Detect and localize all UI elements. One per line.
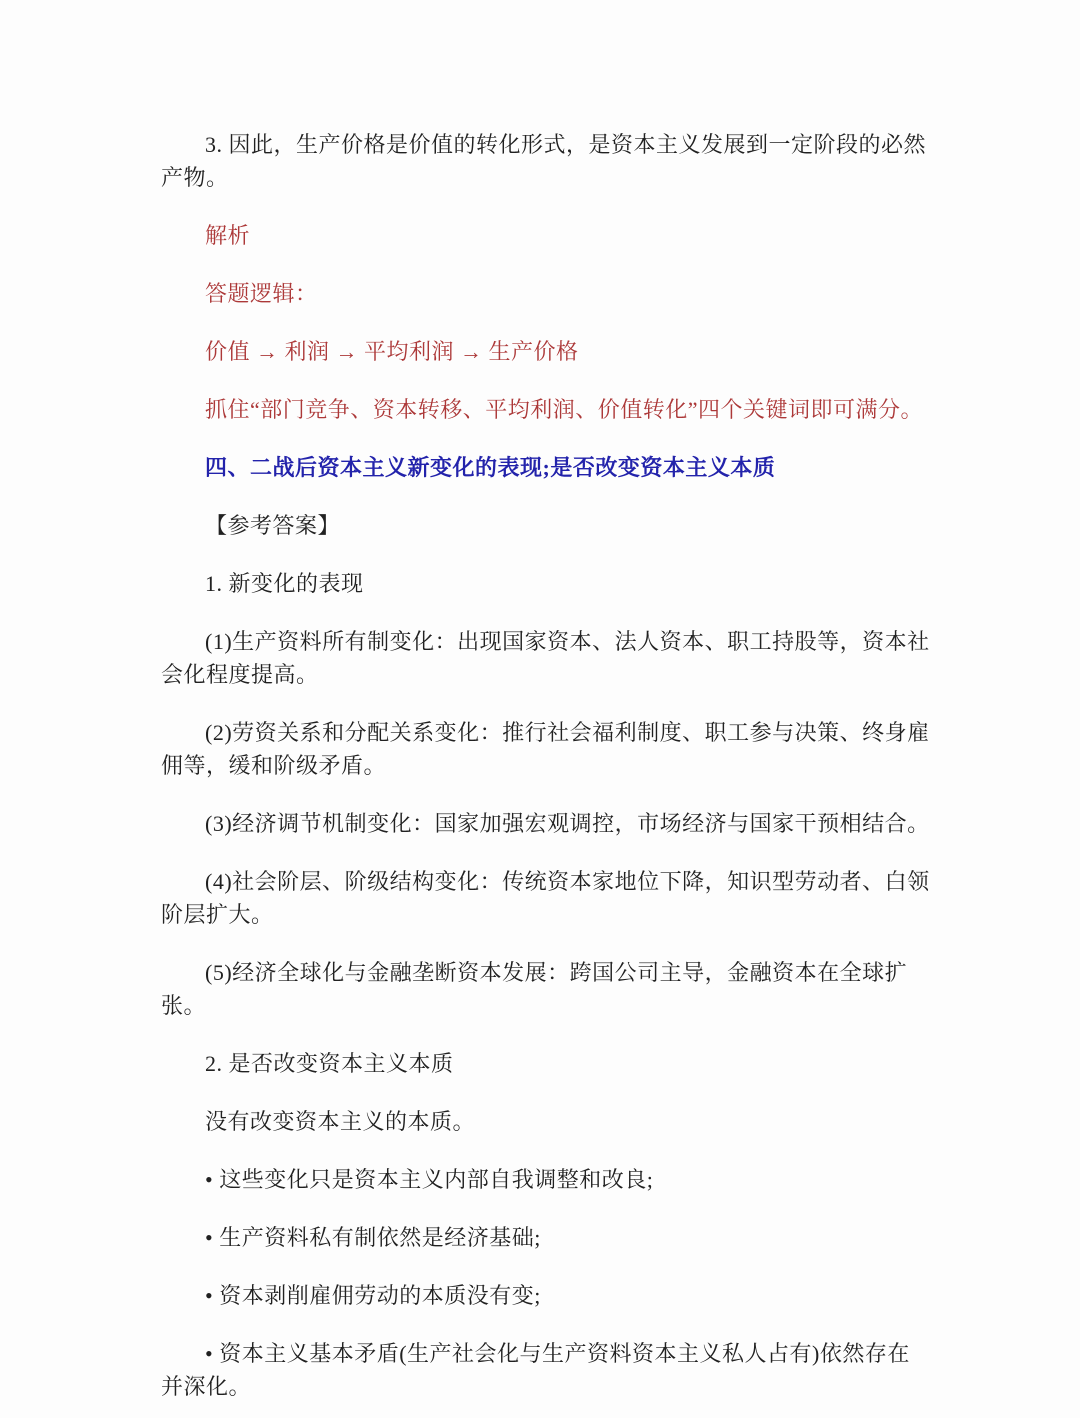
section-heading-4: 四、二战后资本主义新变化的表现;是否改变资本主义本质 <box>205 455 776 480</box>
keywords-tip: 抓住“部门竞争、资本转移、平均利润、价值转化”四个关键词即可满分。 <box>205 397 924 422</box>
conclusion-point-3: 3. 因此，生产价格是价值的转化形式，是资本主义发展到一定阶段的必然产物。 <box>161 132 927 190</box>
bullet-point-3: • 资本剥削雇佣劳动的本质没有变; <box>205 1283 541 1308</box>
change-item-2: (2)劳资关系和分配关系变化：推行社会福利制度、职工参与决策、终身雇佣等，缓和阶级矛盾。 <box>161 720 930 778</box>
subheading-2: 2. 是否改变资本主义本质 <box>205 1051 454 1076</box>
essence-statement: 没有改变资本主义的本质。 <box>205 1109 476 1134</box>
subheading-1: 1. 新变化的表现 <box>205 571 364 596</box>
analysis-label: 解析 <box>205 223 251 248</box>
bullet-point-2: • 生产资料私有制依然是经济基础; <box>205 1225 541 1250</box>
answer-logic-label: 答题逻辑： <box>205 281 318 306</box>
change-item-1: (1)生产资料所有制变化：出现国家资本、法人资本、职工持股等，资本社会化程度提高。 <box>161 629 930 687</box>
document-body <box>161 128 931 1403</box>
change-item-4: (4)社会阶层、阶级结构变化：传统资本家地位下降，知识型劳动者、白领阶层扩大。 <box>161 869 930 927</box>
change-item-3: (3)经济调节机制变化：国家加强宏观调控，市场经济与国家干预相结合。 <box>205 811 930 836</box>
change-item-5: (5)经济全球化与金融垄断资本发展：跨国公司主导，金融资本在全球扩张。 <box>161 960 908 1018</box>
answer-logic-chain: 价值 → 利润 → 平均利润 → 生产价格 <box>205 339 579 364</box>
reference-answer-label: 【参考答案】 <box>205 513 341 538</box>
bullet-point-1: • 这些变化只是资本主义内部自我调整和改良; <box>205 1167 654 1192</box>
bullet-point-4: • 资本主义基本矛盾(生产社会化与生产资料资本主义私人占有)依然存在并深化。 <box>161 1341 910 1399</box>
